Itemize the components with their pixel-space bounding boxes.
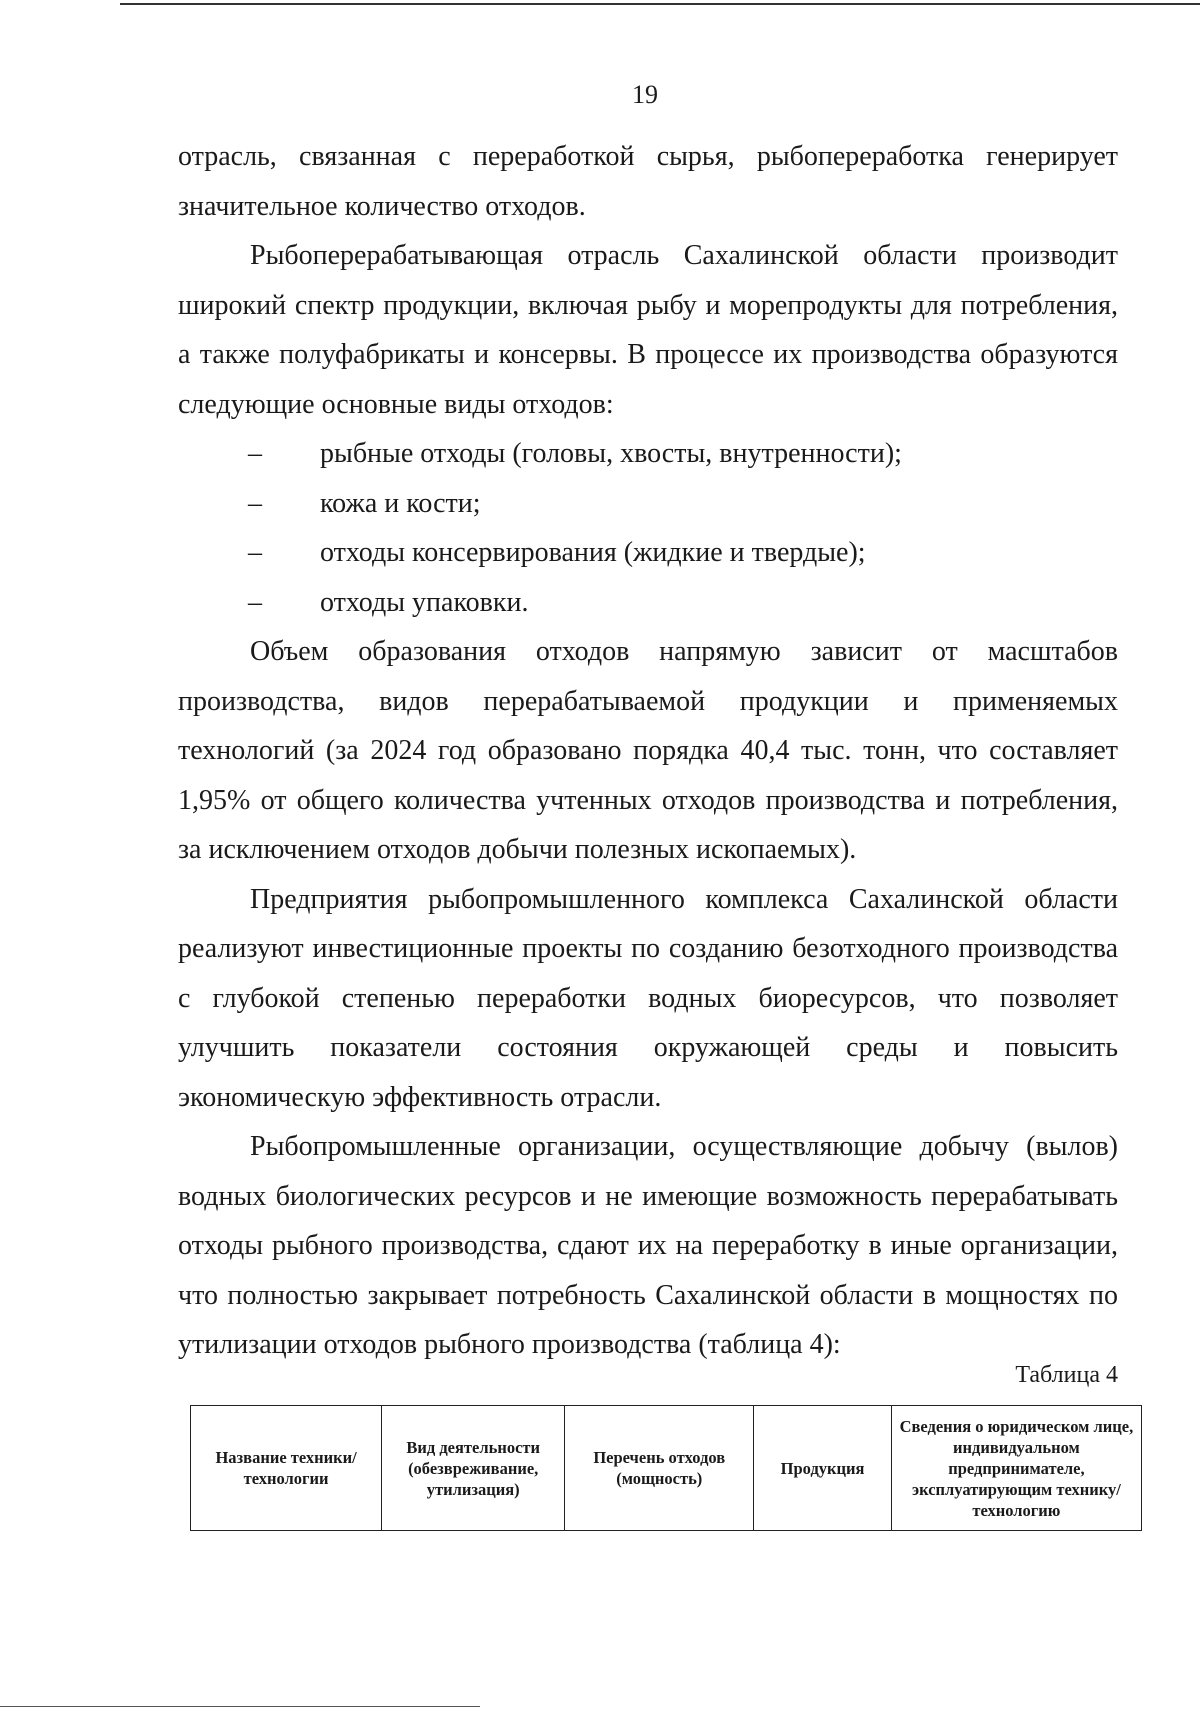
table-caption: Таблица 4 [1015,1362,1118,1388]
list-item-text: кожа и кости; [320,487,481,519]
scan-edge-top [120,3,1200,5]
paragraph-fish-processing-industry: Рыбоперерабатывающая отрасль Сахалинской области производит широкий спектр продукции, включая рыбу и морепродукты для потребления, а также полуфабрикаты и консервы. В процессе их производства образуются следующие основные виды отходов: [178,240,1118,420]
list-dash: – [248,487,262,519]
list-dash: – [248,438,262,469]
list-item [178,429,1118,479]
document-body [178,132,1118,1370]
list-dash: – [248,537,262,568]
header-products: Продукция [754,1406,891,1531]
header-operator-info: Сведения о юридическом лице, индивидуальном предпринимателе, эксплуатирующим технику/технологию [891,1406,1141,1531]
paragraph-waste-volume: Объем образования отходов напрямую зависит от масштабов производства, видов перерабатываемой продукции и применяемых технологий (за 2024 год образовано порядка 40,4 тыс. тонн, что составляет 1,95% от общего количества учтенных отходов производства и потребления, за исключением отходов добычи полезных ископаемых). [178,636,1118,865]
list-item-text: отходы упаковки. [320,586,529,618]
scan-edge-bottom [0,1706,480,1707]
table-header-row [191,1406,1142,1531]
list-item-text: рыбные отходы (головы, хвосты, внутренности); [320,438,902,469]
paragraph-investment-projects: Предприятия рыбопромышленного комплекса Сахалинской области реализуют инвестиционные проекты по созданию безотходного производства с глубокой степенью переработки водных биоресурсов, что позволяет улучшить показатели состояния окружающей среды и повысить экономическую эффективность отрасли. [178,883,1118,1113]
list-item [178,528,1118,578]
header-waste-list: Перечень отходов (мощность) [565,1406,754,1531]
header-activity-type: Вид деятельности (обезвреживание, утилизация) [382,1406,565,1531]
list-item [178,578,1118,628]
paragraph-continuation: отрасль, связанная с переработкой сырья, рыбопереработка генерирует значительное количество отходов. [178,141,1118,222]
list-dash: – [248,586,262,618]
list-item [178,479,1118,529]
header-technology-name: Название техники/ технологии [191,1406,382,1531]
table-4 [190,1405,1142,1531]
paragraph-waste-transfer: Рыбопромышленные организации, осуществляющие добычу (вылов) водных биологических ресурсов и не имеющие возможность перерабатывать отходы рыбного производства, сдают их на переработку в иные организации, что полностью закрывает потребность Сахалинской области в мощностях по утилизации отходов рыбного производства (таблица 4): [178,1131,1118,1360]
waste-types-list [178,429,1118,627]
list-item-text: отходы консервирования (жидкие и твердые); [320,537,866,568]
page-number: 19 [632,80,658,109]
